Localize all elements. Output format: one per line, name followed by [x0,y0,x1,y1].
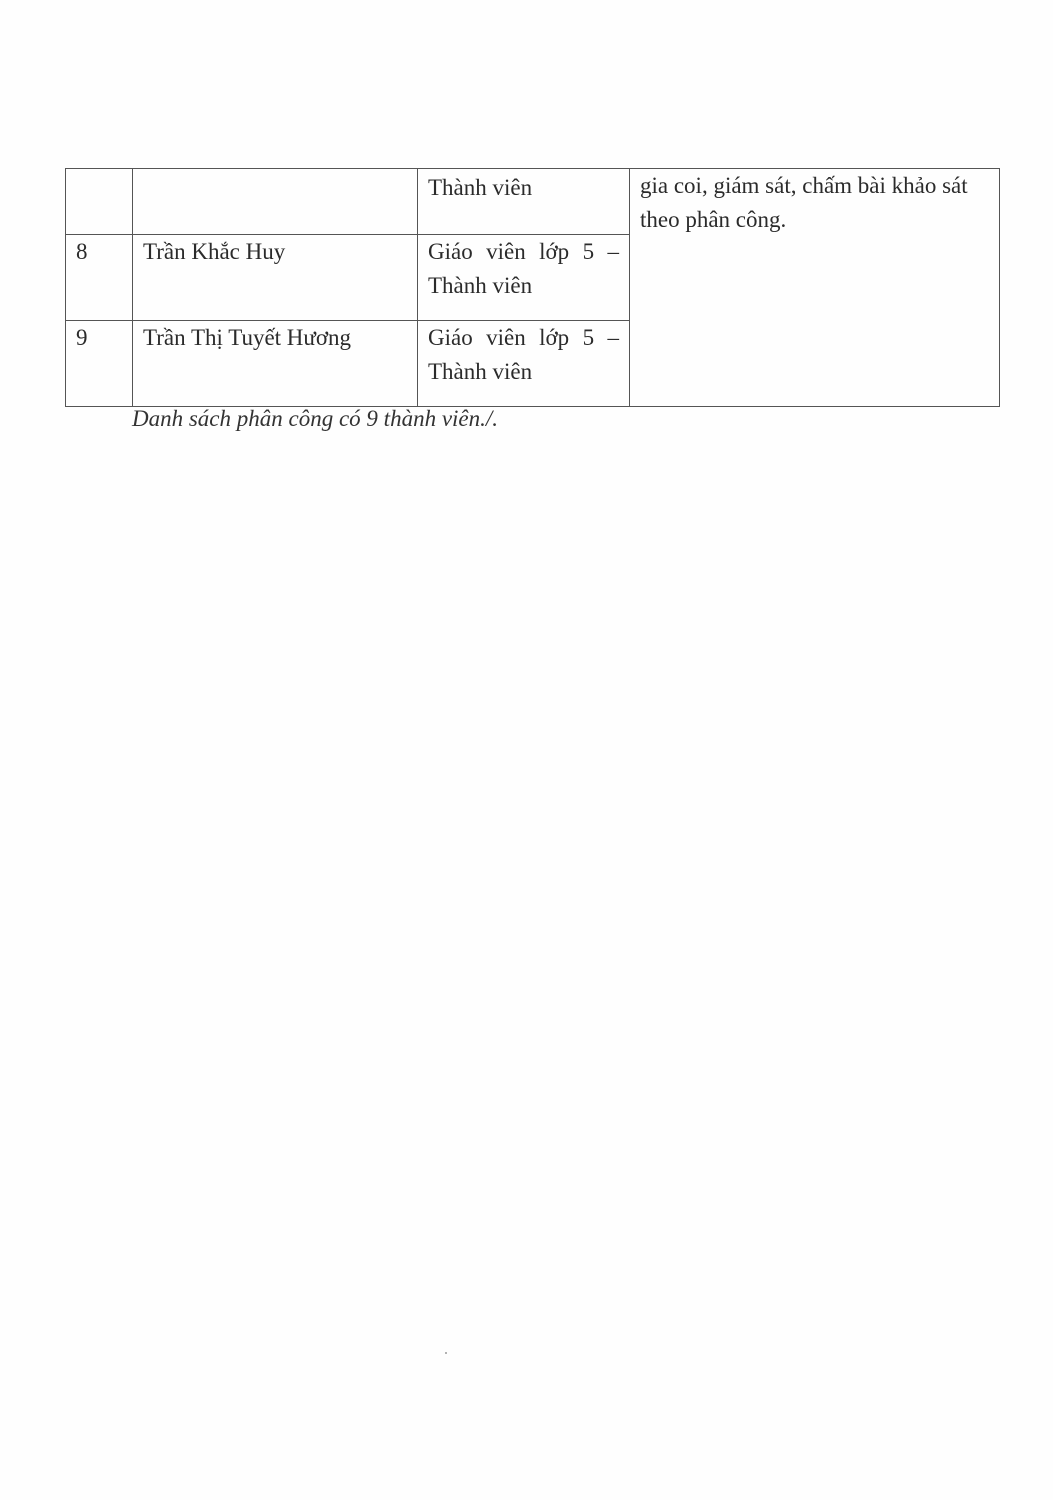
role-text: Thành viên [428,359,533,384]
role-cell [418,169,630,235]
assignment-table [65,168,1000,407]
table-row-continued [66,169,1000,235]
scan-speck [445,1352,447,1354]
member-name-cell: Trần Khắc Huy [133,235,418,321]
role-title: Giáo viên lớp 5 – [428,325,619,350]
row-number-cell: 8 [66,235,133,321]
member-name-cell: Trần Thị Tuyết Hương [133,321,418,407]
role-text: Thành viên [428,175,533,200]
role-cell [418,235,630,321]
row-number-cell [66,169,133,235]
row-number-cell: 9 [66,321,133,407]
role-text: Thành viên [428,273,533,298]
role-title: Giáo viên lớp 5 – [428,239,619,264]
role-cell [418,321,630,407]
member-count-note: Danh sách phân công có 9 thành viên./. [132,406,499,431]
task-cell: gia coi, giám sát, chấm bài khảo sát theo phân công. [630,169,1000,407]
member-name-cell [133,169,418,235]
